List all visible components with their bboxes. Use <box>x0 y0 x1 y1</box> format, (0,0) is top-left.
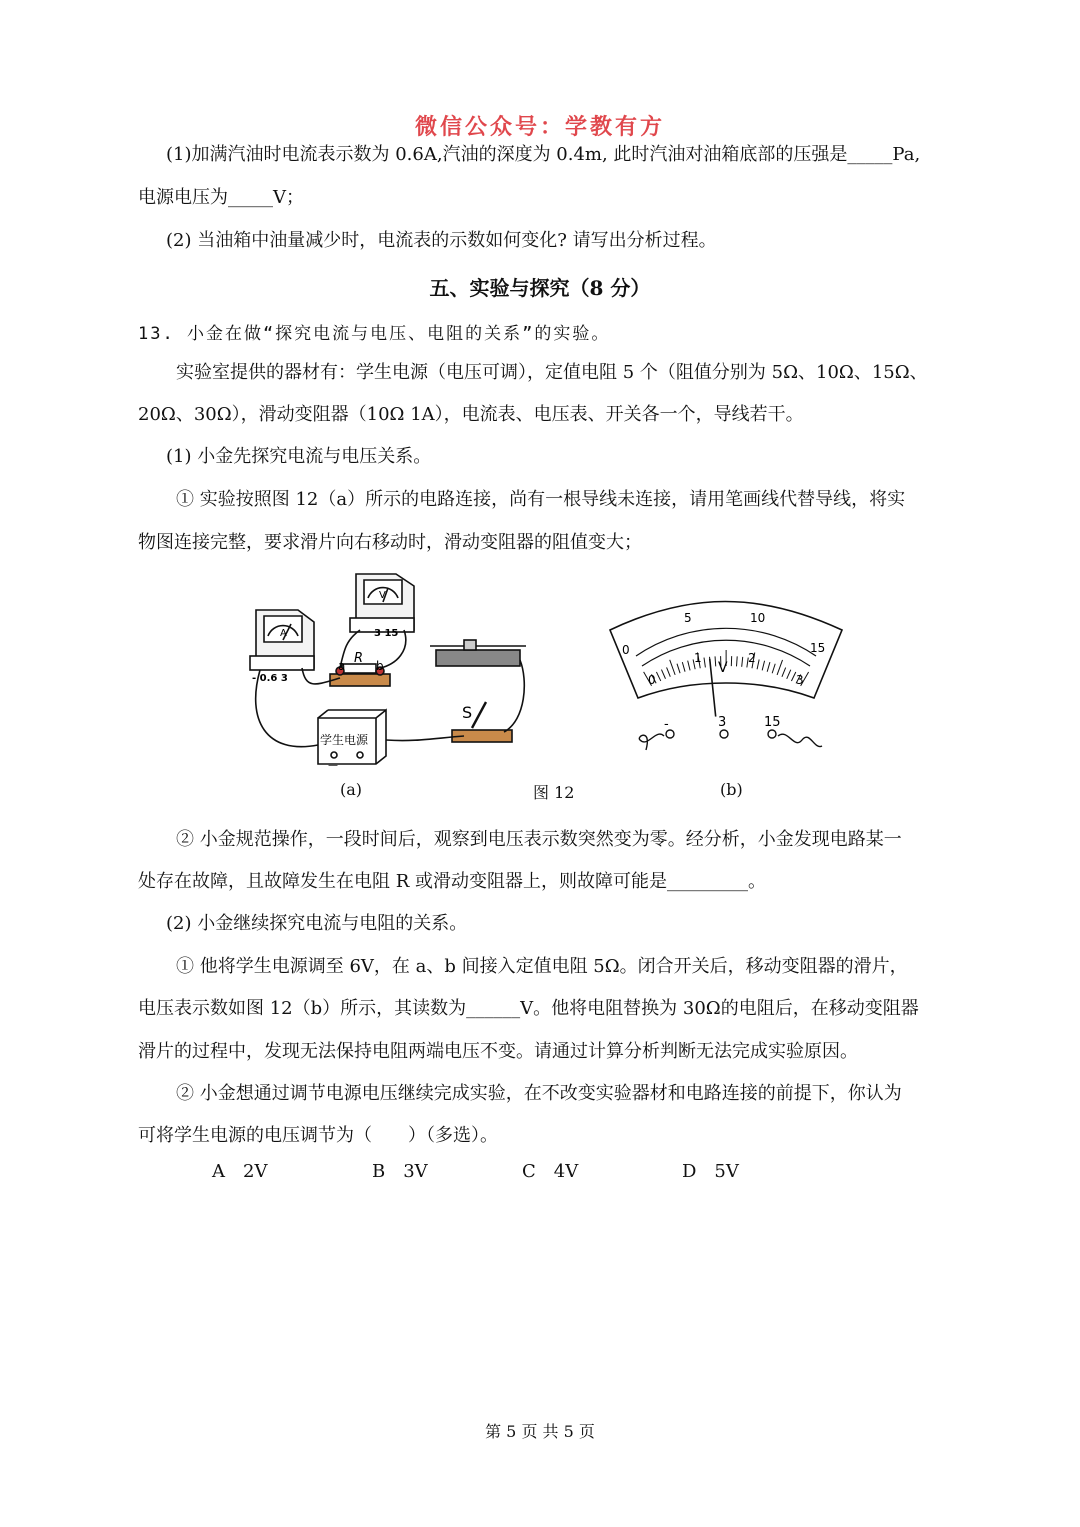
q13-part2-item2-line2: 可将学生电源的电压调节为（ ）（多选）。 <box>138 1125 498 1146</box>
resistor-label: R <box>354 651 364 666</box>
meter-lower-tick-1: 1 <box>694 651 702 665</box>
voltmeter-symbol: V <box>379 590 386 601</box>
q12-part2: (2) 当油箱中油量减少时，电流表的示数如何变化? 请写出分析过程。 <box>166 230 717 251</box>
q13-equipment-line2: 20Ω、30Ω），滑动变阻器（10Ω 1A），电流表、电压表、开关各一个，导线若干。 <box>138 404 804 425</box>
meter-upper-tick-5: 5 <box>684 611 692 625</box>
q12-part1-line2: 电源电压为_____V； <box>138 187 304 208</box>
q13-part1-item1-line1: ① 实验按照图 12（a）所示的电路连接，尚有一根导线未连接，请用笔画线代替导线，将实 <box>176 489 906 510</box>
q13-part2-item1-line3: 滑片的过程中，发现无法保持电阻两端电压不变。请通过计算分析判断无法完成实验原因。 <box>138 1041 858 1062</box>
power-supply-label: 学生电源 <box>320 733 369 747</box>
circuit-diagram <box>236 570 548 775</box>
q13-equipment-line1: 实验室提供的器材有：学生电源（电压可调），定值电阻 5 个（阻值分别为 5Ω、10Ω、15Ω、 <box>176 362 928 383</box>
page-footer: 第 5 页 共 5 页 <box>485 1422 595 1441</box>
option-a: A 2V <box>212 1161 268 1182</box>
voltmeter-dial <box>600 600 850 770</box>
figure-caption-a: (a) <box>340 780 363 799</box>
figure-caption-b: (b) <box>720 780 743 799</box>
watermark: 微信公众号：学教有方 <box>414 115 665 140</box>
voltmeter-terminals: 3 15 <box>374 628 399 639</box>
option-c: C 4V <box>522 1161 579 1182</box>
meter-upper-tick-10: 10 <box>750 611 766 625</box>
switch-label: S <box>462 703 473 722</box>
meter-lower-tick-2: 2 <box>748 651 756 665</box>
q13-part1-item2-line2: 处存在故障，且故障发生在电阻 R 或滑动变阻器上，则故障可能是_________。 <box>138 871 766 892</box>
q13-part1-heading: (1) 小金先探究电流与电压关系。 <box>166 446 432 467</box>
q13-part2-item1-line2: 电压表示数如图 12（b）所示，其读数为______V。他将电阻替换为 30Ω的电阻后，在移动变阻器 <box>138 998 919 1019</box>
q13-part2-item2-line1: ② 小金想通过调节电源电压继续完成实验，在不改变实验器材和电路连接的前提下，你认为 <box>176 1083 902 1104</box>
meter-lower-tick-0: 0 <box>648 673 656 687</box>
meter-terminal-3: 3 <box>718 715 727 730</box>
q13-part2-item1-line1: ① 他将学生电源调至 6V，在 a、b 间接入定值电阻 5Ω。闭合开关后，移动变阻器的滑片， <box>176 956 908 977</box>
q13-part2-heading: (2) 小金继续探究电流与电阻的关系。 <box>166 913 468 934</box>
meter-lower-tick-3: 3 <box>796 673 804 687</box>
ammeter-terminals: - 0.6 3 <box>252 673 288 684</box>
section-title: 五、实验与探究（8 分） <box>429 276 651 300</box>
q13-part1-item1-line2: 物图连接完整，要求滑片向右移动时，滑动变阻器的阻值变大； <box>138 532 642 553</box>
meter-tick <box>715 656 716 666</box>
q13-part1-item2-line1: ② 小金规范操作，一段时间后，观察到电压表示数突然变为零。经分析，小金发现电路某一 <box>176 829 902 850</box>
meter-upper-tick-15: 15 <box>810 641 826 655</box>
meter-terminal-15: 15 <box>764 715 781 730</box>
q12-part1-line1: (1)加满汽油时电流表示数为 0.6A,汽油的深度为 0.4m, 此时汽油对油箱底部的压强是_____Pa, <box>166 144 921 165</box>
meter-unit-label: V <box>718 660 728 676</box>
meter-upper-zero: 0 <box>622 643 630 657</box>
terminal-a-label: a <box>338 659 346 673</box>
option-d: D 5V <box>682 1161 739 1182</box>
option-b: B 3V <box>372 1161 428 1182</box>
figure-caption-main: 图 12 <box>533 783 575 802</box>
terminal-b-label: b <box>376 659 384 673</box>
ammeter-symbol: A <box>280 628 287 639</box>
meter-terminal-minus: - <box>664 717 669 732</box>
meter-tick <box>737 656 738 666</box>
q13-intro: 13. 小金在做“探究电流与电压、电阻的关系”的实验。 <box>138 324 611 344</box>
power-minus-label: — <box>328 760 338 771</box>
